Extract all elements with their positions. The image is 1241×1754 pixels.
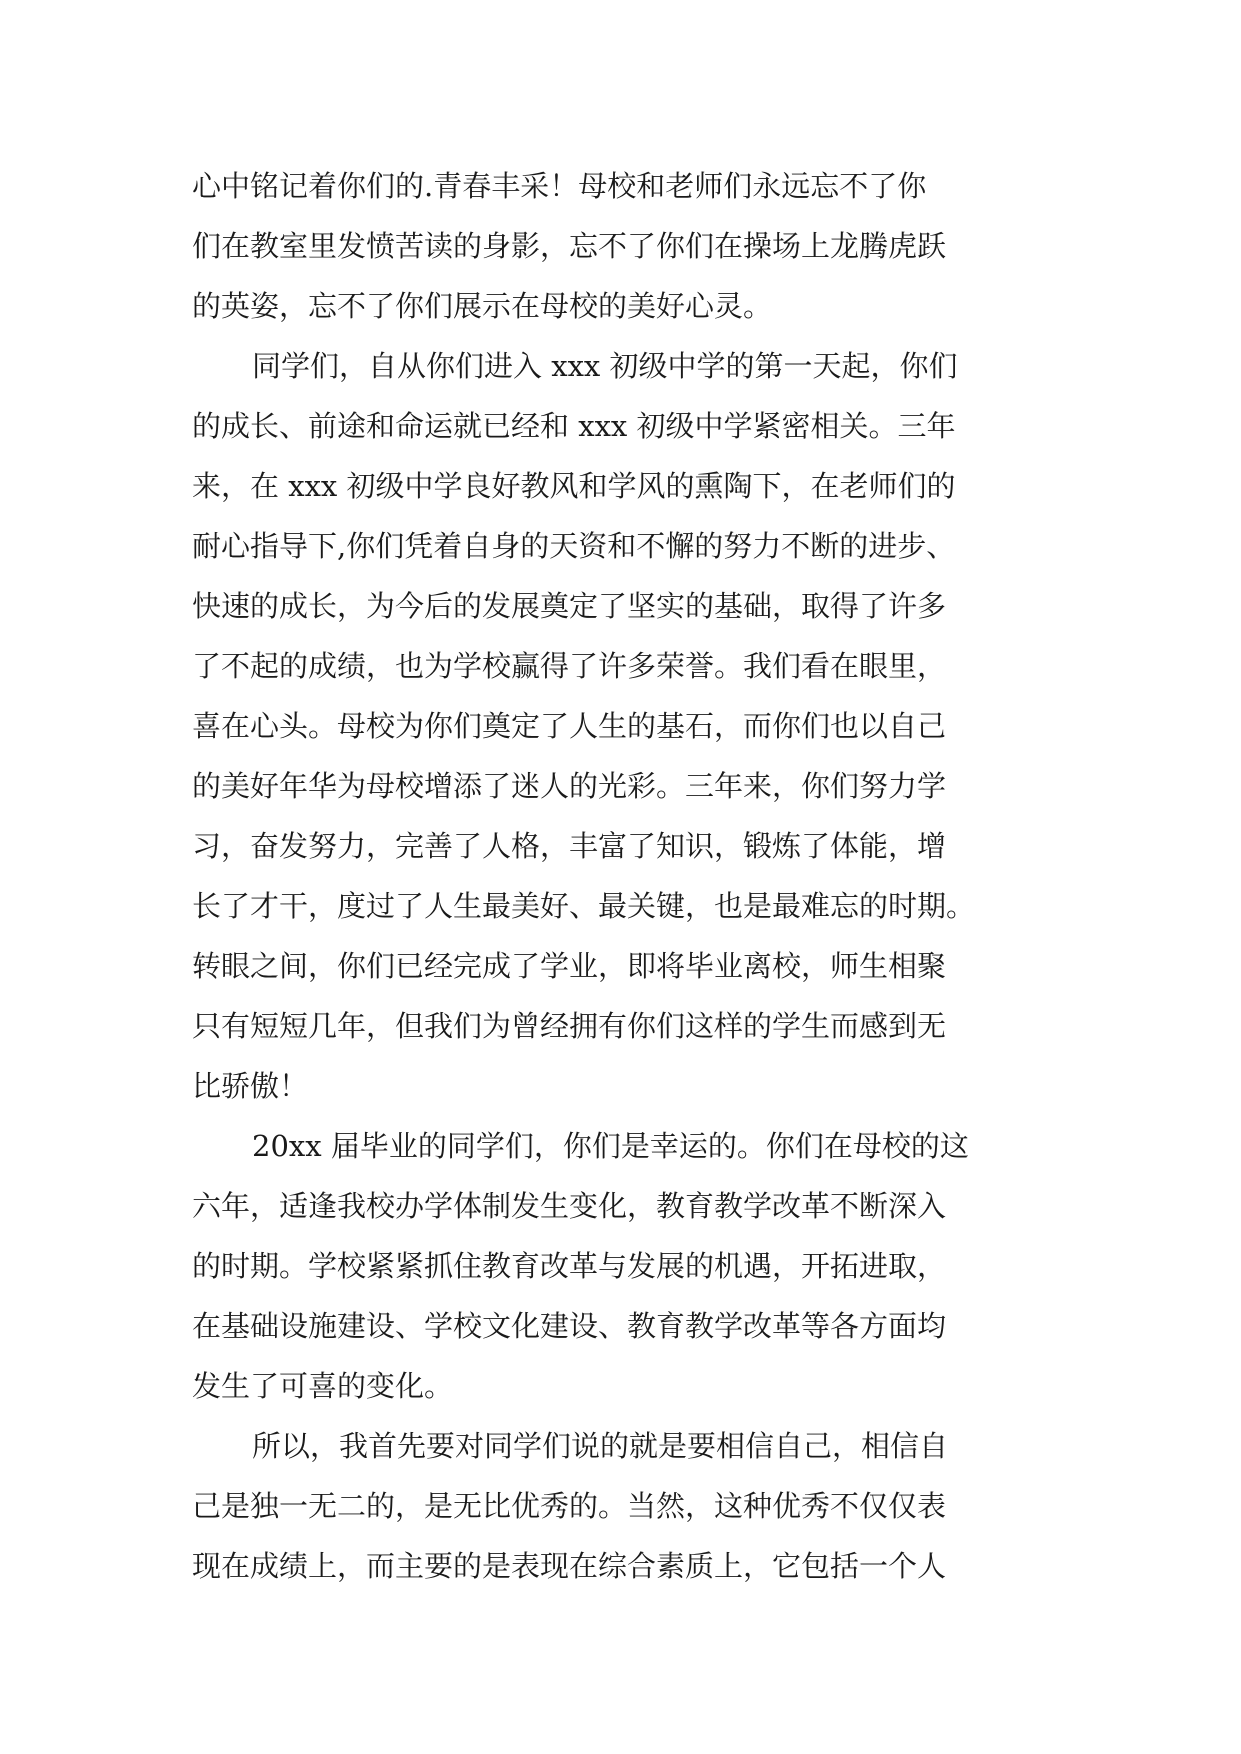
text-line: 在基础设施建设、学校文化建设、教育教学改革等各方面均 <box>192 1309 947 1343</box>
document-body <box>192 156 1082 1596</box>
paragraph-1 <box>192 156 1082 336</box>
text-line: 来，在 xxx 初级中学良好教风和学风的熏陶下，在老师们的 <box>192 469 956 503</box>
text-line: 己是独一无二的，是无比优秀的。当然，这种优秀不仅仅表 <box>192 1489 947 1523</box>
text-line: 习，奋发努力，完善了人格，丰富了知识，锻炼了体能，增 <box>192 829 947 863</box>
text-line: 了不起的成绩，也为学校赢得了许多荣誉。我们看在眼里， <box>192 649 947 683</box>
text-line: 耐心指导下,你们凭着自身的天资和不懈的努力不断的进步、 <box>192 529 956 563</box>
text-line: 心中铭记着你们的.青春丰采！母校和老师们永远忘不了你 <box>192 169 927 203</box>
text-line: 转眼之间，你们已经完成了学业，即将毕业离校，师生相聚 <box>192 949 947 983</box>
text-line: 的美好年华为母校增添了迷人的光彩。三年来，你们努力学 <box>192 769 947 803</box>
text-line: 的时期。学校紧紧抓住教育改革与发展的机遇，开拓进取， <box>192 1249 947 1283</box>
text-line: 20xx 届毕业的同学们，你们是幸运的。你们在母校的这 <box>252 1129 969 1163</box>
text-line: 们在教室里发愤苦读的身影，忘不了你们在操场上龙腾虎跃 <box>192 229 947 263</box>
text-line: 的成长、前途和命运就已经和 xxx 初级中学紧密相关。三年 <box>192 409 956 443</box>
text-line: 六年，适逢我校办学体制发生变化，教育教学改革不断深入 <box>192 1189 947 1223</box>
text-line: 喜在心头。母校为你们奠定了人生的基石，而你们也以自己 <box>192 709 947 743</box>
paragraph-3 <box>192 1116 1082 1416</box>
text-line: 所以，我首先要对同学们说的就是要相信自己，相信自 <box>252 1429 949 1463</box>
text-line: 发生了可喜的变化。 <box>192 1369 454 1403</box>
paragraph-2 <box>192 336 1082 1116</box>
text-line: 比骄傲！ <box>192 1069 309 1103</box>
text-line: 的英姿，忘不了你们展示在母校的美好心灵。 <box>192 289 773 323</box>
text-line: 现在成绩上，而主要的是表现在综合素质上，它包括一个人 <box>192 1549 947 1583</box>
paragraph-4 <box>192 1416 1082 1596</box>
text-line: 同学们，自从你们进入 xxx 初级中学的第一天起，你们 <box>252 349 958 383</box>
text-line: 只有短短几年，但我们为曾经拥有你们这样的学生而感到无 <box>192 1009 947 1043</box>
text-line: 长了才干，度过了人生最美好、最关键，也是最难忘的时期。 <box>192 889 976 923</box>
text-line: 快速的成长，为今后的发展奠定了坚实的基础，取得了许多 <box>192 589 947 623</box>
